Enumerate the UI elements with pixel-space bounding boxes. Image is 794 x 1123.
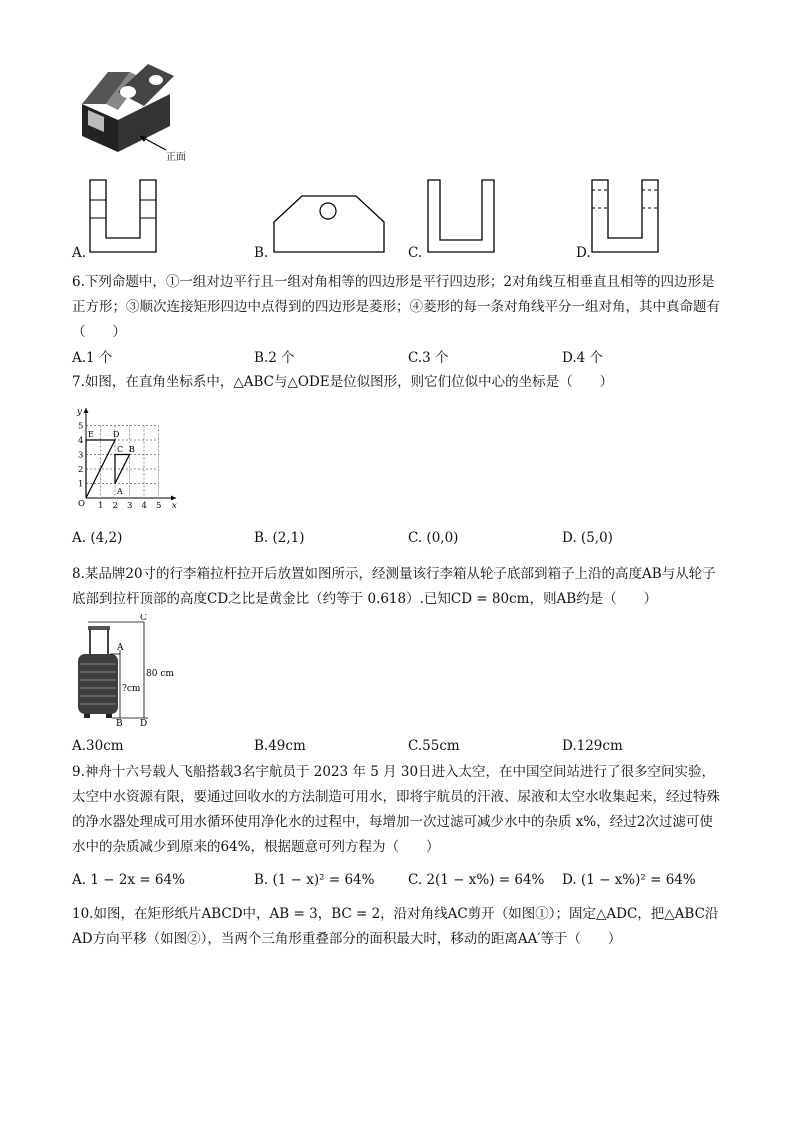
ab-length-label: ?cm: [122, 684, 141, 694]
x-tick-4: 4: [141, 501, 147, 510]
x-tick-2: 2: [112, 501, 118, 510]
point-b-label: B: [129, 445, 135, 454]
option-d-figure: [590, 178, 662, 254]
q9-option-c[interactable]: C. 2(1 − x%) = 64%: [408, 872, 545, 888]
q8-option-c[interactable]: C.55cm: [408, 738, 460, 754]
point-c-label: C: [117, 445, 124, 454]
y-tick-3: 3: [78, 450, 84, 461]
q5-option-c[interactable]: C.: [408, 245, 423, 261]
option-b-figure: [272, 194, 386, 254]
x-tick-5: 5: [156, 501, 162, 510]
point-a-label: A: [117, 643, 124, 653]
y-tick-4: 4: [78, 436, 84, 446]
point-d-label: D: [140, 719, 148, 726]
y-axis-label: y: [77, 407, 82, 417]
origin-label: O: [78, 499, 85, 509]
q8-option-d[interactable]: D.129cm: [562, 738, 623, 754]
y-tick-5: 5: [78, 421, 84, 432]
q5-option-b[interactable]: B.: [254, 245, 269, 261]
point-b-label: B: [116, 719, 123, 726]
q6-option-d[interactable]: D.4 个: [562, 350, 604, 366]
option-c-figure: [426, 178, 498, 254]
solid-3d-figure: [78, 62, 198, 162]
point-e-label: E: [88, 430, 94, 439]
q6-option-b[interactable]: B.2 个: [254, 350, 295, 366]
point-d-label: D: [113, 430, 120, 439]
x-axis-label: x: [172, 501, 177, 510]
q7-option-d[interactable]: D. (5,0): [562, 530, 613, 546]
q9-option-d[interactable]: D. (1 − x%)² = 64%: [562, 872, 696, 888]
q5-option-a[interactable]: A.: [72, 245, 87, 261]
q9-option-b[interactable]: B. (1 − x)² = 64%: [254, 872, 375, 888]
question-9-text: 9.神舟十六号载人飞船搭载3名宇航员于 2023 年 5 月 30日进入太空，在中国空间站进行了很多空间实验，太空中水资源有限，要通过回收水的方法制造可用水，即将宇航员的汗液、尿液和太空水收集起来，经过特殊的净水器处理成可用水循环使用净化水的过程中，每增加一次过滤可减少水中的杂质 x%，经过2次过滤可使水中的杂质减少到原来的64%，根据题意可列方程为（ ）: [72, 764, 720, 855]
question-7-text: 7.如图，在直角坐标系中，△ABC与△ODE是位似图形，则它们位似中心的坐标是（ ）: [72, 374, 614, 390]
q8-option-b[interactable]: B.49cm: [254, 738, 306, 754]
front-label: 正面: [166, 152, 186, 163]
suitcase-figure: [76, 614, 186, 726]
q6-option-c[interactable]: C.3 个: [408, 350, 449, 366]
cd-length-label: 80 cm: [146, 669, 174, 679]
q7-option-c[interactable]: C. (0,0): [408, 530, 459, 546]
q7-option-b[interactable]: B. (2,1): [254, 530, 305, 546]
q7-option-a[interactable]: A. (4,2): [72, 530, 123, 546]
q5-option-d[interactable]: D.: [576, 245, 591, 261]
question-6-text: 6.下列命题中，①一组对边平行且一组对角相等的四边形是平行四边形；2对角线互相垂直且相等的四边形是正方形；③顺次连接矩形四边中点得到的四边形是菱形；④菱形的每一条对角线平分一组对角，其中真命题有（ ）: [72, 274, 720, 340]
y-tick-2: 2: [78, 465, 84, 475]
question-8-text: 8.某品牌20寸的行李箱拉杆拉开后放置如图所示，经测量该行李箱从轮子底部到箱子上沿的高度AB与从轮子底部到拉杆顶部的高度CD之比是黄金比（约等于 0.618）.已知CD = 80cm，则AB约是（ ）: [72, 566, 716, 607]
point-a-label: A: [117, 487, 123, 496]
coordinate-figure: [70, 404, 182, 510]
x-tick-1: 1: [98, 501, 104, 510]
q6-option-a[interactable]: A.1 个: [72, 350, 113, 366]
x-tick-3: 3: [127, 501, 133, 510]
option-a-figure: [88, 178, 160, 254]
question-10-text: 10.如图，在矩形纸片ABCD中，AB = 3，BC = 2，沿对角线AC剪开（如图①）；固定△ADC，把△ABC沿AD方向平移（如图②），当两个三角形重叠部分的面积最大时，移动的距离AA′等于（ ）: [72, 906, 719, 947]
q8-option-a[interactable]: A.30cm: [72, 738, 124, 754]
y-tick-1: 1: [78, 479, 84, 490]
point-c-label: C: [140, 614, 147, 623]
q9-option-a[interactable]: A. 1 − 2x = 64%: [72, 872, 185, 888]
